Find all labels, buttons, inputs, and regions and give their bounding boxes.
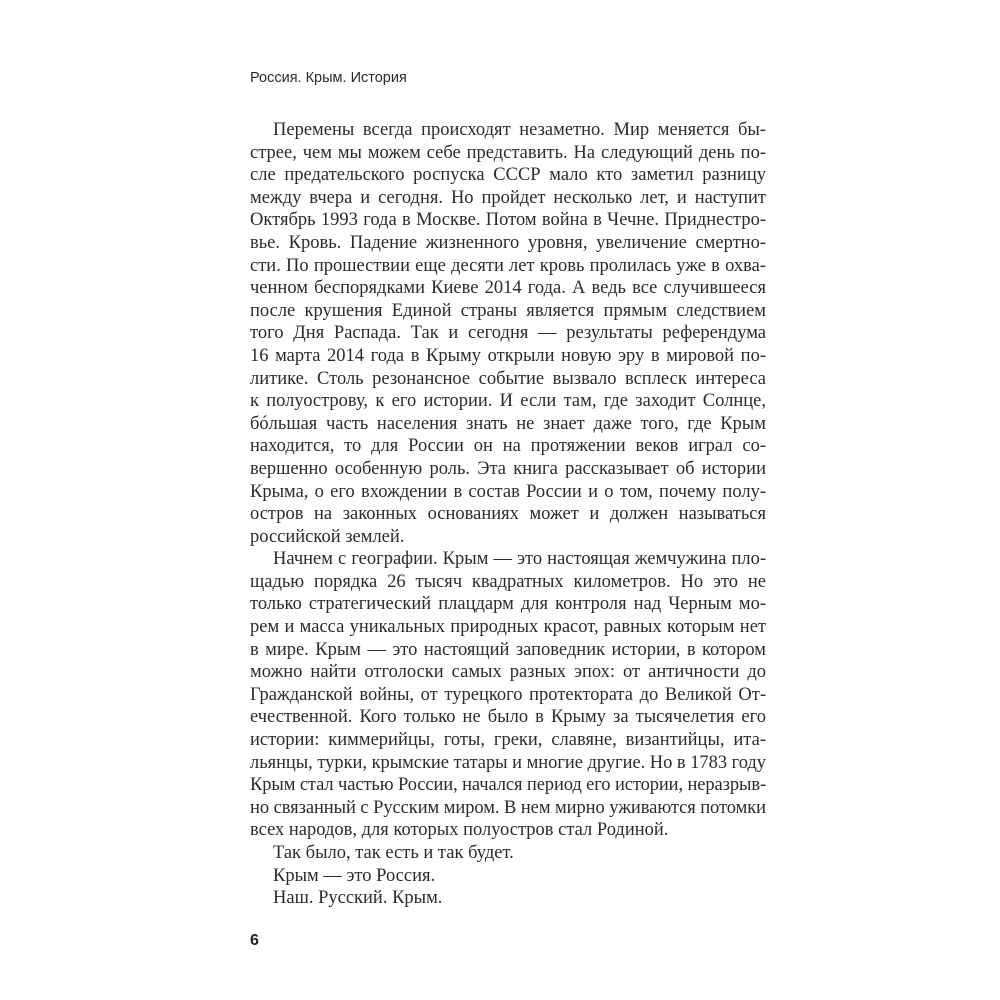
page-number: 6 xyxy=(250,932,259,949)
text-line: в мире. Крым — это настоящий заповедник истории, в котором xyxy=(250,639,766,660)
paragraph xyxy=(250,548,766,842)
text-line: Крыма, о его вхождении в состав России и о том, почему полу- xyxy=(250,481,766,502)
text-line: Начнем с географии. Крым — это настоящая жемчужина пло- xyxy=(273,549,766,570)
text-line: после крушения Единой страны является прямым следствием xyxy=(250,300,766,321)
text-line: щадью порядка 26 тысяч квадратных километров. Но это не xyxy=(250,571,766,592)
page-body-text xyxy=(250,119,766,910)
text-line: того Дня Распада. Так и сегодня — результаты референдума xyxy=(250,323,766,344)
text-line: истории: киммерийцы, готы, греки, славяне, византийцы, ита- xyxy=(250,730,766,751)
text-line: 16 марта 2014 года в Крыму открыли новую эру в мировой по- xyxy=(250,345,766,366)
text-line: между вчера и сегодня. Но пройдет несколько лет, и наступит xyxy=(250,187,766,208)
text-line: сти. По прошествии еще десяти лет кровь пролилась уже в охва- xyxy=(250,255,766,276)
text-line: литике. Столь резонансное событие вызвало всплеск интереса xyxy=(250,368,766,389)
text-line: Гражданской войны, от турецкого протектората до Великой От- xyxy=(250,684,766,705)
text-line: российской землей. xyxy=(250,526,405,547)
text-line: остров на законных основаниях может и должен называться xyxy=(250,504,766,525)
text-line: только стратегический плацдарм для контроля над Черным мо- xyxy=(250,594,766,615)
text-line: бóльшая часть населения знать не знает даже того, где Крым xyxy=(250,413,766,434)
text-line: вершенно особенную роль. Эта книга рассказывает об истории xyxy=(250,458,766,479)
text-line: всех народов, для которых полуостров стал Родиной. xyxy=(250,820,669,841)
text-line: льянцы, турки, крымские татары и многие другие. Но в 1783 году xyxy=(250,752,766,773)
running-header: Россия. Крым. История xyxy=(250,70,407,86)
text-line: находится, то для России он на протяжении веков играл со- xyxy=(250,436,766,457)
text-line: Перемены всегда происходят незаметно. Мир меняется бы- xyxy=(273,120,766,140)
text-line: Крым — это Россия. xyxy=(273,865,436,886)
text-line: ечественной. Кого только не было в Крыму за тысячелетия его xyxy=(250,707,766,728)
paragraph xyxy=(250,865,766,888)
text-line: к полуострову, к его истории. И если там, где заходит Солнце, xyxy=(250,391,766,412)
text-line: вье. Кровь. Падение жизненного уровня, увеличение смертно- xyxy=(250,232,766,253)
paragraph xyxy=(250,119,766,548)
text-line: Крым стал частью России, начался период его истории, неразрыв- xyxy=(250,775,767,796)
text-line: Октябрь 1993 года в Москве. Потом война в Чечне. Приднестро- xyxy=(250,210,766,231)
text-line: рем и масса уникальных природных красот, равных которым нет xyxy=(250,617,766,638)
text-line: можно найти отголоски самых разных эпох: от античности до xyxy=(250,662,766,683)
text-line: но связанный с Русским миром. В нем мирно уживаются потомки xyxy=(250,797,766,818)
paragraph xyxy=(250,842,766,865)
text-line: ченном беспорядками Киеве 2014 года. А ведь все случившееся xyxy=(250,278,766,299)
text-line: сле предательского роспуска СССР мало кто заметил разницу xyxy=(250,165,766,186)
text-line: Так было, так есть и так будет. xyxy=(273,843,514,863)
text-line: стрее, чем мы можем себе представить. На следующий день по- xyxy=(250,142,766,163)
text-line: Наш. Русский. Крым. xyxy=(273,888,443,909)
paragraph xyxy=(250,887,766,910)
